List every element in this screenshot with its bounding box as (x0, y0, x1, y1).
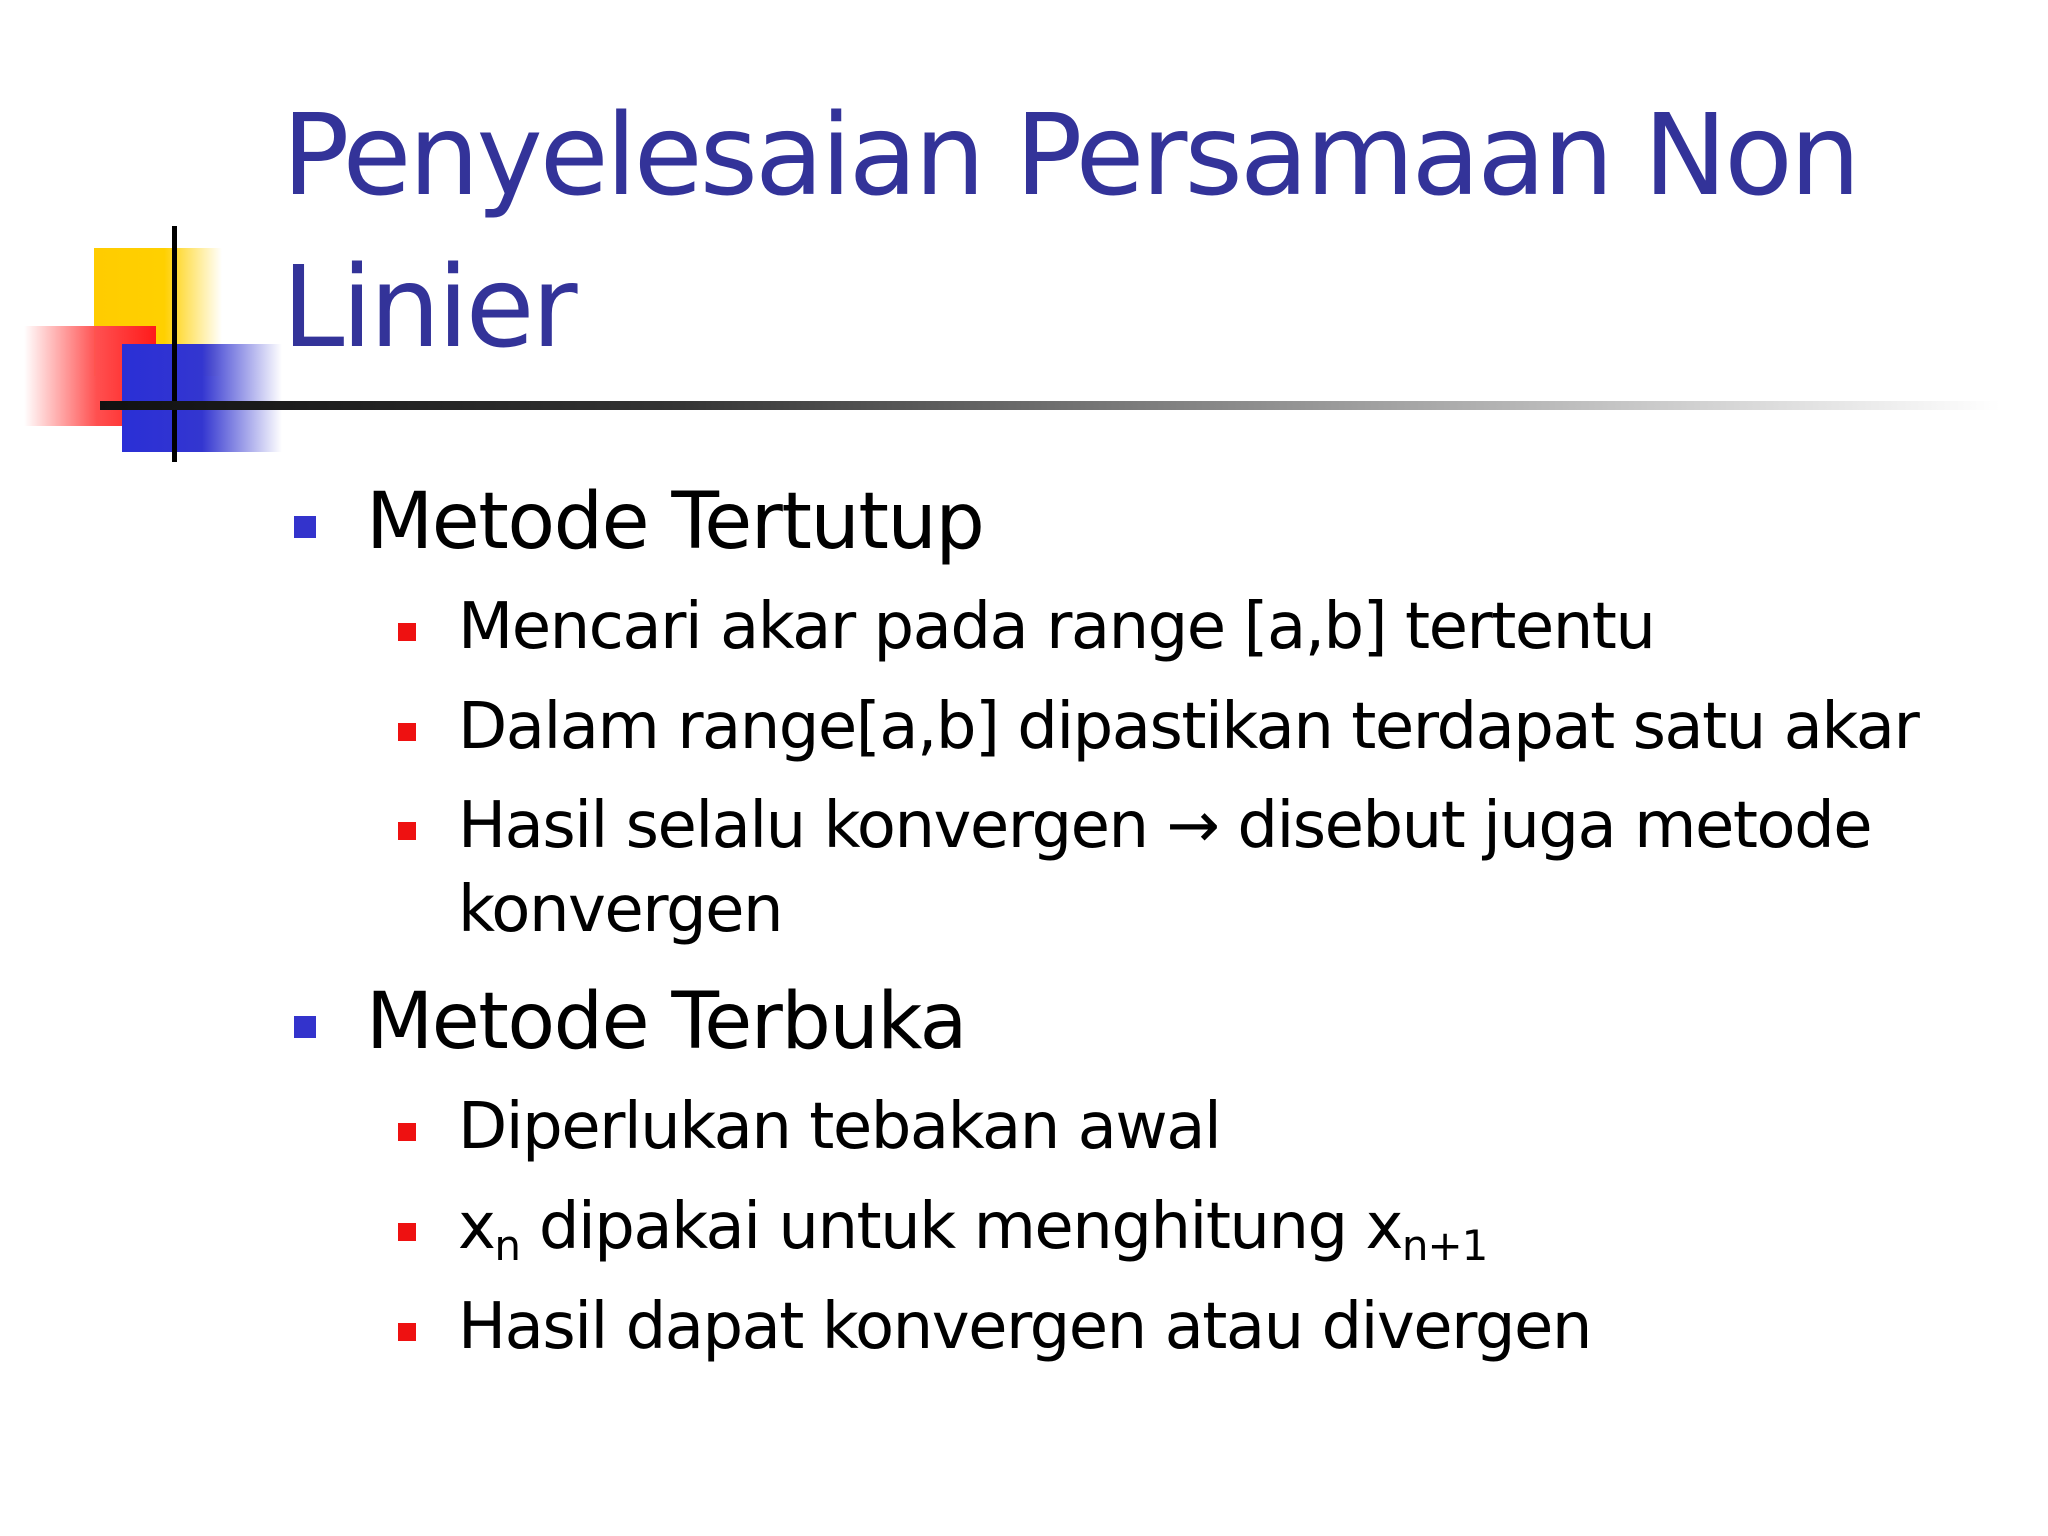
list-item-text (458, 1185, 1487, 1269)
list-item-text: Diperlukan tebakan awal (458, 1090, 1221, 1164)
section-heading-text: Metode Tertutup (366, 477, 984, 567)
list-item-text: Hasil dapat konvergen atau divergen (458, 1290, 1591, 1364)
square-bullet-icon (294, 1016, 316, 1038)
variable-x: x (458, 1190, 495, 1264)
list-item-text: Dalam range[a,b] dipastikan terdapat satu akar (458, 690, 1919, 764)
subscript-n: n (494, 1221, 520, 1270)
slide-title: Penyelesaian Persamaan Non Linier (282, 91, 1858, 373)
square-bullet-icon (398, 1223, 416, 1241)
list-item-middle-text: dipakai untuk menghitung x (520, 1190, 1402, 1264)
square-bullet-icon (398, 822, 416, 840)
square-bullet-icon (398, 623, 416, 641)
square-bullet-icon (294, 516, 316, 538)
square-bullet-icon (398, 1123, 416, 1141)
list-item-text: Hasil selalu konvergen → disebut juga metode (458, 789, 1872, 863)
square-bullet-icon (398, 723, 416, 741)
list-item-text-continuation: konvergen (458, 873, 782, 947)
square-bullet-icon (398, 1323, 416, 1341)
subscript-n-plus-1: n+1 (1401, 1221, 1488, 1270)
list-item-text: Mencari akar pada range [a,b] tertentu (458, 590, 1655, 664)
section-heading-text: Metode Terbuka (366, 977, 966, 1067)
